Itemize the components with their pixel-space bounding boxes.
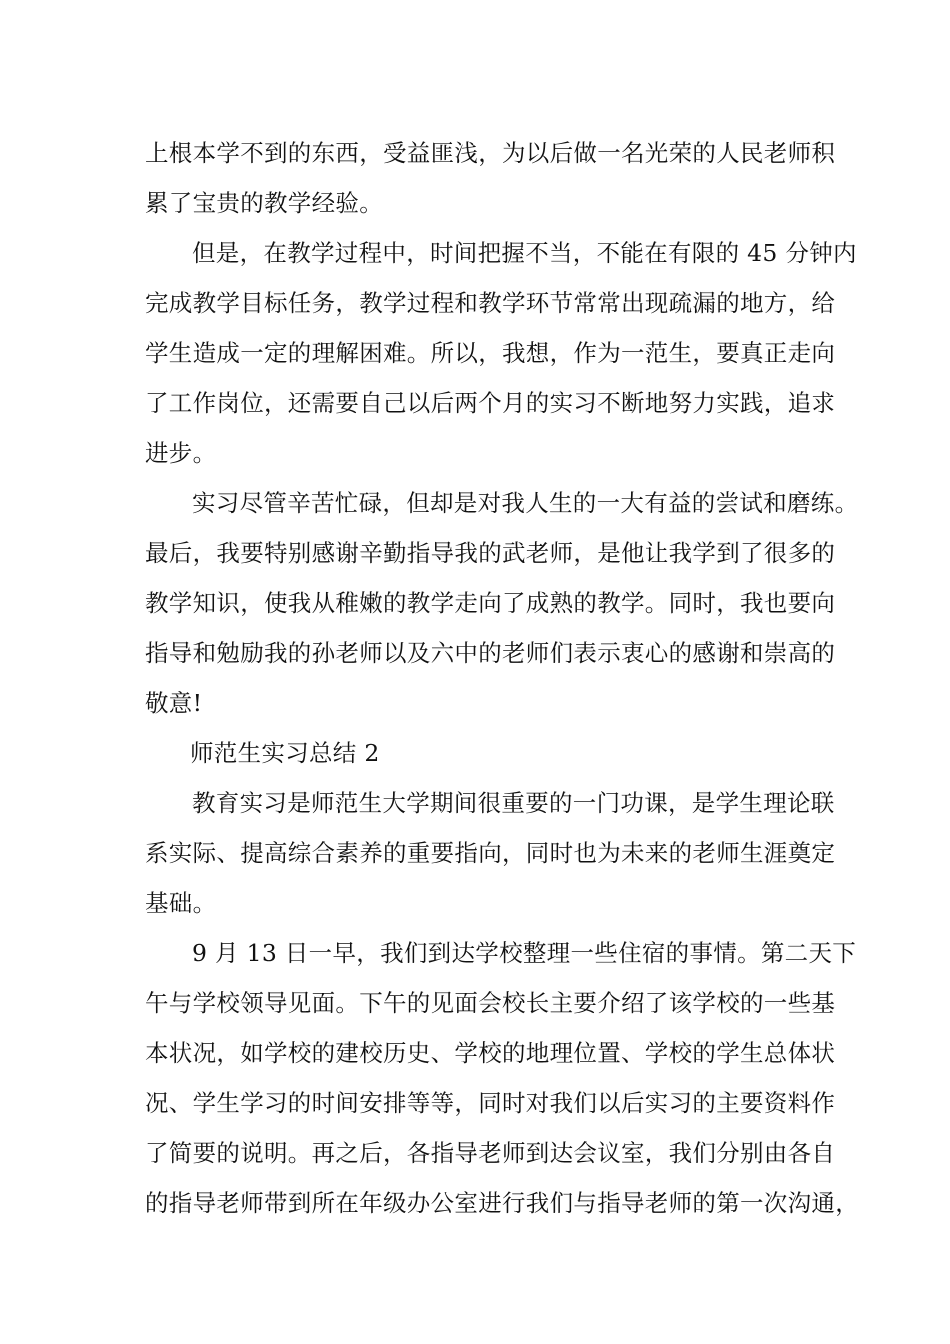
- paragraph-line: 了工作岗位，还需要自己以后两个月的实习不断地努力实践，追求: [145, 389, 836, 417]
- paragraph-line: 完成教学目标任务，教学过程和教学环节常常出现疏漏的地方，给: [145, 289, 836, 317]
- paragraph-line: 进步。: [145, 439, 217, 467]
- paragraph-line: 但是，在教学过程中，时间把握不当，不能在有限的 45 分钟内: [192, 239, 857, 267]
- paragraph-line: 9 月 13 日一早，我们到达学校整理一些住宿的事情。第二天下: [192, 939, 857, 967]
- paragraph-line: 午与学校领导见面。下午的见面会校长主要介绍了该学校的一些基: [145, 989, 836, 1017]
- paragraph-line: 况、学生学习的时间安排等等，同时对我们以后实习的主要资料作: [145, 1089, 836, 1117]
- paragraph-line: 系实际、提高综合素养的重要指向，同时也为未来的老师生涯奠定: [145, 839, 836, 867]
- paragraph-line: 学生造成一定的理解困难。所以，我想，作为一范生，要真正走向: [145, 339, 836, 367]
- paragraph-line: 本状况，如学校的建校历史、学校的地理位置、学校的学生总体状: [145, 1039, 836, 1067]
- paragraph-line: 实习尽管辛苦忙碌，但却是对我人生的一大有益的尝试和磨练。: [192, 489, 859, 517]
- section-heading: 师范生实习总结 2: [190, 739, 380, 767]
- paragraph-line: 累了宝贵的教学经验。: [145, 189, 383, 217]
- paragraph-line: 教育实习是师范生大学期间很重要的一门功课，是学生理论联: [192, 789, 835, 817]
- paragraph-line: 指导和勉励我的孙老师以及六中的老师们表示衷心的感谢和崇高的: [145, 639, 836, 667]
- paragraph-line: 了简要的说明。再之后，各指导老师到达会议室，我们分别由各自: [145, 1139, 836, 1167]
- paragraph-line: 敬意!: [145, 689, 203, 717]
- paragraph-line: 教学知识，使我从稚嫩的教学走向了成熟的教学。同时，我也要向: [145, 589, 836, 617]
- paragraph-line: 的指导老师带到所在年级办公室进行我们与指导老师的第一次沟通，: [145, 1189, 859, 1217]
- paragraph-line: 最后，我要特别感谢辛勤指导我的武老师，是他让我学到了很多的: [145, 539, 836, 567]
- paragraph-line: 基础。: [145, 889, 217, 917]
- paragraph-line: 上根本学不到的东西，受益匪浅，为以后做一名光荣的人民老师积: [145, 139, 836, 167]
